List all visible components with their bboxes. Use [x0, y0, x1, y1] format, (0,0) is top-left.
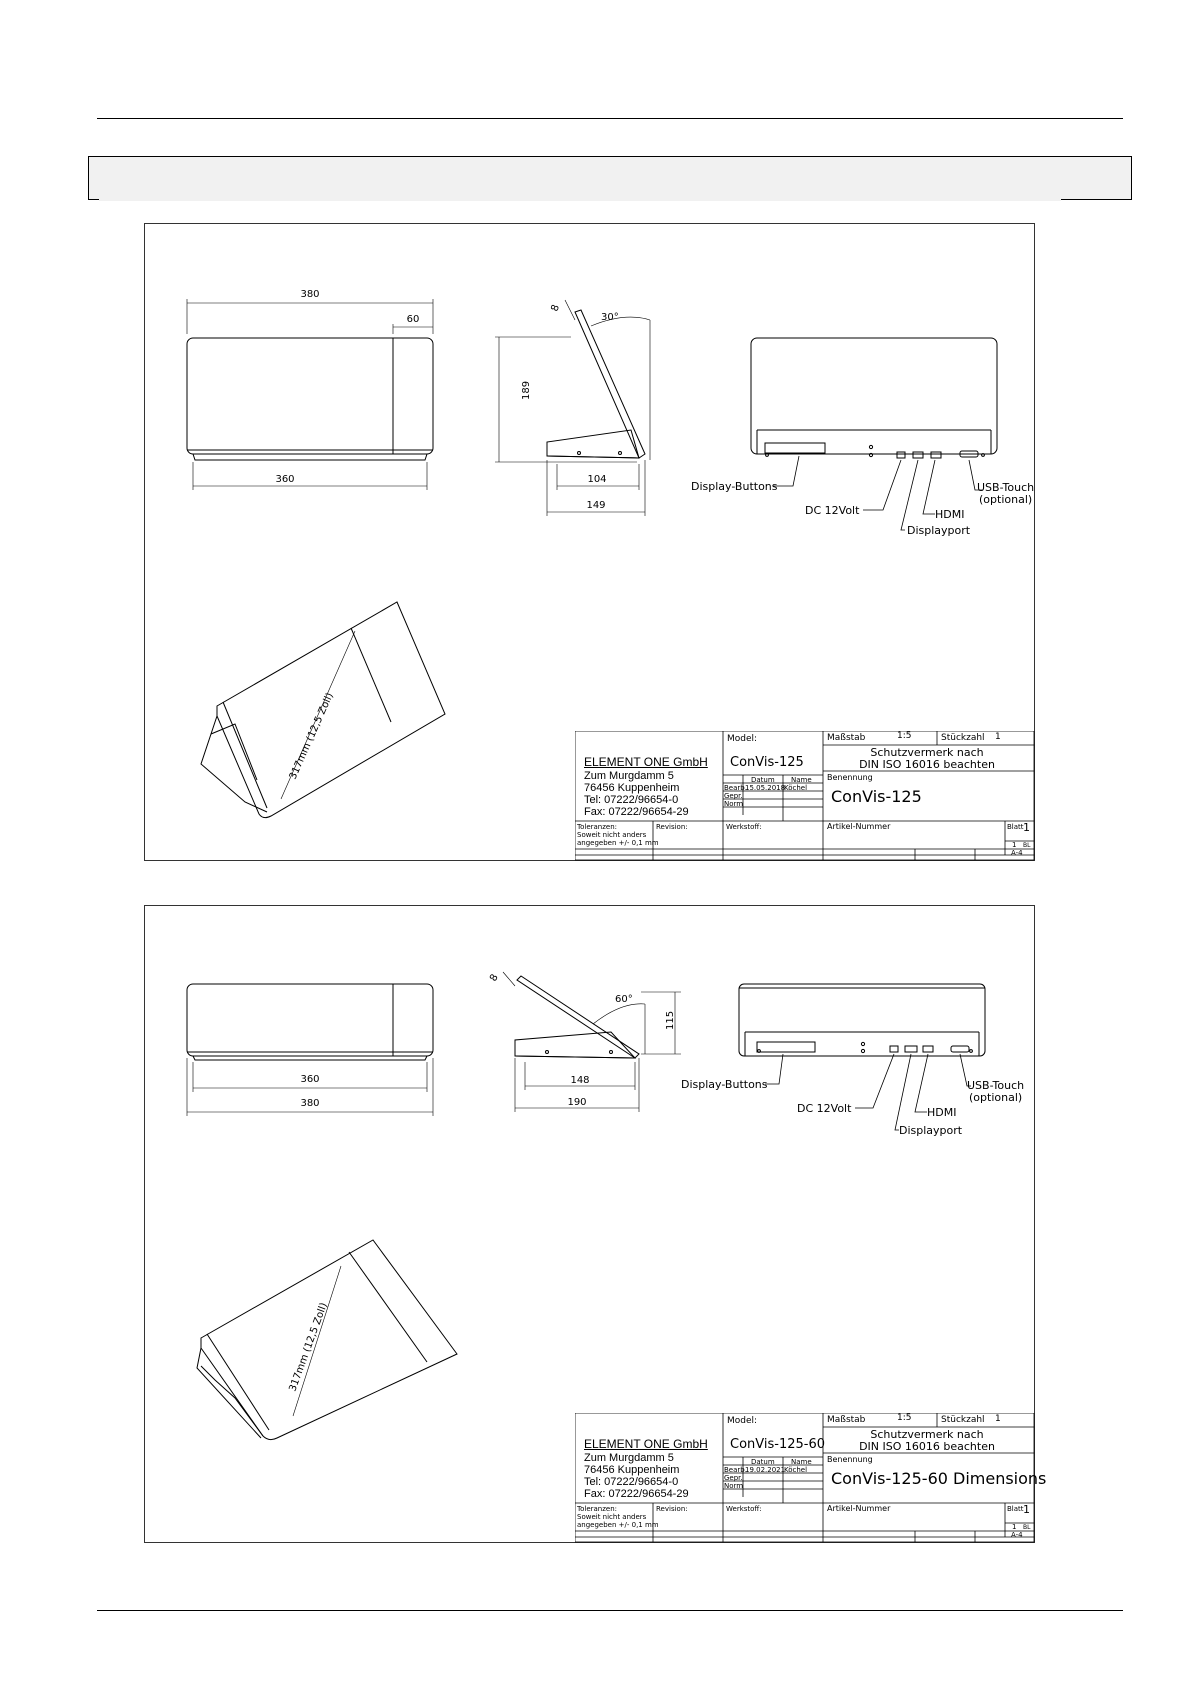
title-block-1 — [575, 731, 1035, 861]
revision-label: Revision: — [656, 1505, 688, 1513]
dim-side-height: 115 — [665, 1010, 676, 1030]
dim-side-foot: 148 — [570, 1075, 590, 1086]
company-fax: Fax: 07222/96654-29 — [584, 1488, 689, 1500]
label-usb-touch: USB-Touch — [967, 1079, 1025, 1092]
benennung-label: Benennung — [827, 1455, 873, 1464]
label-usb-touch: USB-Touch — [977, 481, 1034, 494]
dim-side-depth: 190 — [567, 1097, 587, 1108]
werkstoff-label: Werkstoff: — [726, 1505, 762, 1513]
name-label: Name — [791, 1458, 812, 1466]
dim-front-base: 360 — [300, 1074, 320, 1085]
blatt-label: Blatt — [1007, 1505, 1024, 1513]
label-dc: DC 12Volt — [797, 1102, 852, 1115]
company-name: ELEMENT ONE GmbH — [584, 1437, 708, 1451]
dim-side-depth: 149 — [586, 500, 606, 511]
bl-label: BL — [1023, 842, 1031, 849]
company-street: Zum Murgdamm 5 — [584, 770, 674, 782]
toleranz-line-1: Toleranzen: — [577, 823, 618, 831]
stueckzahl-label: Stückzahl — [941, 733, 985, 743]
dim-side-angle: 30° — [601, 312, 619, 323]
label-dc: DC 12Volt — [805, 504, 860, 517]
benennung-value: ConVis-125-60 Dimensions — [831, 1469, 1047, 1488]
model-label: Model: — [727, 734, 758, 744]
company-tel: Tel: 07222/96654-0 — [584, 1476, 679, 1488]
bearb-label: Bearb. — [724, 1466, 747, 1474]
schutz-line-1: Schutzvermerk nach — [870, 1428, 984, 1441]
label-display-buttons: Display-Buttons — [691, 480, 778, 493]
label-usb-optional: (optional) — [979, 493, 1033, 506]
dim-front-width: 380 — [300, 1098, 320, 1109]
bl-label: BL — [1023, 1524, 1031, 1531]
bottom-rule — [97, 1610, 1123, 1611]
label-displayport: Displayport — [899, 1124, 963, 1137]
stueckzahl-value: 1 — [995, 1414, 1001, 1424]
top-rule — [97, 118, 1123, 119]
company-name: ELEMENT ONE GmbH — [584, 755, 708, 769]
dim-side-foot: 104 — [587, 474, 607, 485]
bearb-date: 15.05.2018 — [745, 784, 786, 792]
toleranz-line-2: Soweit nicht anders — [577, 1513, 647, 1521]
model-label: Model: — [727, 1416, 758, 1426]
toleranz-line-3: angegeben +/- 0,1 mm — [577, 839, 659, 847]
toleranz-line-1: Toleranzen: — [577, 1505, 618, 1513]
back-view-panel — [751, 338, 997, 454]
model-value: ConVis-125 — [730, 755, 804, 770]
bl-count: 1 — [1012, 841, 1017, 849]
label-hdmi: HDMI — [927, 1106, 957, 1119]
format-label: A-4 — [1011, 849, 1023, 857]
front-view-panel — [187, 984, 433, 1056]
title-block-2 — [575, 1413, 1047, 1543]
massstab-label: Maßstab — [827, 733, 866, 743]
gepr-label: Gepr. — [724, 792, 743, 800]
drawing-sheet-1 — [144, 223, 1035, 861]
label-display-buttons: Display-Buttons — [681, 1078, 768, 1091]
toleranz-line-3: angegeben +/- 0,1 mm — [577, 1521, 659, 1529]
name-label: Name — [791, 776, 812, 784]
label-diagonal: 317mm (12,5 Zoll) — [287, 691, 336, 782]
format-label: A-4 — [1011, 1531, 1023, 1539]
benennung-label: Benennung — [827, 773, 873, 782]
dim-side-thickness: 8 — [488, 972, 501, 984]
bl-count: 1 — [1012, 1523, 1017, 1531]
revision-label: Revision: — [656, 823, 688, 831]
dim-side-thickness: 8 — [549, 303, 562, 314]
stueckzahl-label: Stückzahl — [941, 1415, 985, 1425]
stueckzahl-value: 1 — [995, 732, 1001, 742]
label-usb-optional: (optional) — [969, 1091, 1023, 1104]
company-fax: Fax: 07222/96654-29 — [584, 806, 689, 818]
label-hdmi: HDMI — [935, 508, 965, 521]
dim-side-angle: 60° — [615, 994, 633, 1005]
massstab-value: 1:5 — [897, 1413, 912, 1423]
datum-label: Datum — [751, 1458, 775, 1466]
massstab-value: 1:5 — [897, 731, 912, 741]
model-value: ConVis-125-60 — [730, 1437, 825, 1452]
label-displayport: Displayport — [907, 524, 971, 537]
blatt-label: Blatt — [1007, 823, 1024, 831]
bearb-name: Köchel — [784, 784, 808, 792]
company-tel: Tel: 07222/96654-0 — [584, 794, 679, 806]
blatt-value: 1 — [1023, 821, 1030, 834]
datum-label: Datum — [751, 776, 775, 784]
front-view-panel — [187, 338, 433, 454]
schutz-line-2: DIN ISO 16016 beachten — [859, 758, 995, 771]
dim-side-height: 189 — [521, 380, 532, 400]
label-diagonal: 317mm (12,5 Zoll) — [287, 1301, 330, 1394]
header-bar — [88, 156, 1132, 200]
dim-front-base: 360 — [275, 474, 295, 485]
benennung-value: ConVis-125 — [831, 787, 922, 806]
artikel-label: Artikel-Nummer — [827, 1504, 891, 1513]
dim-front-width: 380 — [300, 289, 320, 300]
artikel-label: Artikel-Nummer — [827, 822, 891, 831]
bearb-label: Bearb. — [724, 784, 747, 792]
dim-front-side: 60 — [406, 314, 420, 325]
company-city: 76456 Kuppenheim — [584, 782, 680, 794]
werkstoff-label: Werkstoff: — [726, 823, 762, 831]
schutz-line-1: Schutzvermerk nach — [870, 746, 984, 759]
company-street: Zum Murgdamm 5 — [584, 1452, 674, 1464]
norm-label: Norm — [724, 1482, 744, 1490]
bearb-name: Köchel — [784, 1466, 808, 1474]
company-city: 76456 Kuppenheim — [584, 1464, 680, 1476]
massstab-label: Maßstab — [827, 1415, 866, 1425]
toleranz-line-2: Soweit nicht anders — [577, 831, 647, 839]
blatt-value: 1 — [1023, 1503, 1030, 1516]
gepr-label: Gepr. — [724, 1474, 743, 1482]
bearb-date: 19.02.2021 — [745, 1466, 786, 1474]
norm-label: Norm — [724, 800, 744, 808]
schutz-line-2: DIN ISO 16016 beachten — [859, 1440, 995, 1453]
drawing-sheet-2 — [144, 905, 1047, 1543]
